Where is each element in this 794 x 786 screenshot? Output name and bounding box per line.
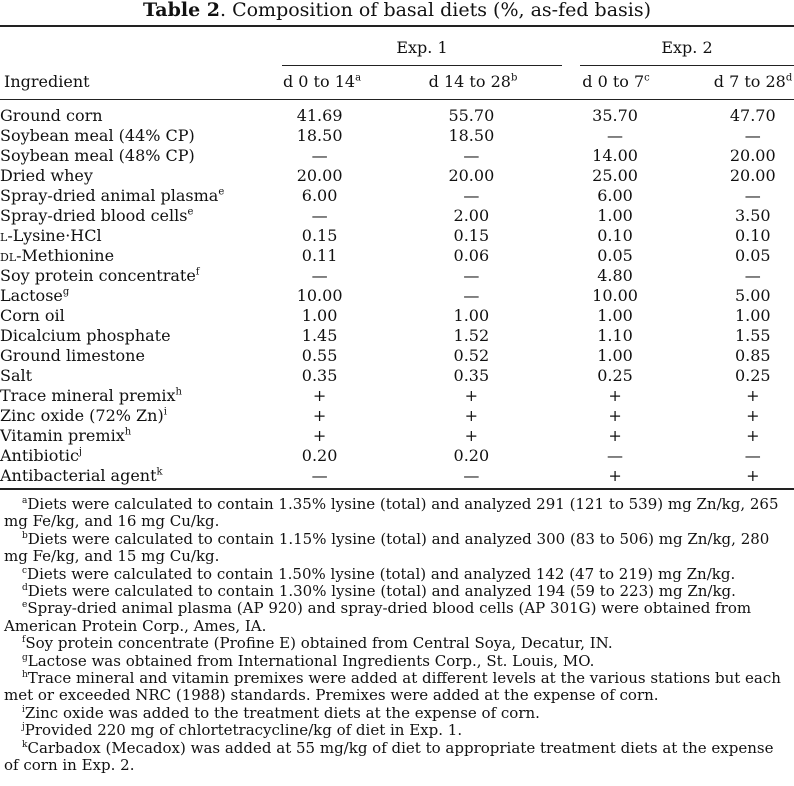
footnote: $^e$Spray-dried animal plasma (AP 920) and spray-dried blood cells (AP 301G) were obtained from American Protein Corp., Ames, IA. [4,599,752,635]
value-cell: + [746,466,760,485]
ingredient-name: Trace mineral premix$^h$ [0,386,182,405]
value-cell: + [608,386,622,405]
footnote: $^k$Carbadox (Mecadox) was added at 55 mg/kg of diet to appropriate treatment diets at the expense of corn in Exp. 2. [4,738,774,775]
value-cell: 0.06 [453,246,490,265]
value-cell: + [464,386,479,405]
footnote: $^g$Lactose was obtained from International Ingredients Corp., St. Louis, MO. [22,651,595,670]
ingredient-name: Spray-dried animal plasma$^e$ [0,186,225,205]
ingredient-name: Spray-dried blood cells$^e$ [0,206,194,225]
col-header-exp2-d7-28: d 7 to 28$^d$ [713,72,793,91]
footnote: $^d$Diets were calculated to contain 1.30% lysine (total) and analyzed 194 (59 to 223) mg Zn/kg. [22,582,736,601]
header-rule [0,99,794,100]
value-cell: 20.00 [448,166,495,185]
value-cell: 6.00 [301,186,338,205]
footnote: $^c$Diets were calculated to contain 1.50% lysine (total) and analyzed 142 (47 to 219) mg Zn/kg. [22,564,736,583]
value-cell: + [312,406,327,425]
value-cell: 55.70 [448,106,495,125]
footnote: $^i$Zinc oxide was added to the treatment diets at the expense of corn. [22,703,540,722]
table-row [0,206,794,226]
value-cell: 1.00 [453,306,490,325]
value-cell: 14.00 [592,146,638,165]
value-cell: — [744,266,761,285]
exp1-header: Exp. 1 [396,38,448,57]
ingredient-name: Zinc oxide (72% Zn)$^i$ [0,406,167,425]
value-cell: 20.00 [729,146,776,165]
value-cell: 5.00 [734,286,771,305]
value-cell: + [464,406,479,425]
value-cell: 25.00 [592,166,638,185]
value-cell: + [312,386,327,405]
value-cell: — [744,446,761,465]
value-cell: 0.20 [453,446,490,465]
table-row [0,326,794,346]
col-header-exp1-d14-28: d 14 to 28$^b$ [428,72,518,91]
value-cell: + [746,426,760,445]
footnotes [4,496,792,775]
ingredient-name: Vitamin premix$^h$ [0,426,132,445]
value-cell: 10.00 [296,286,343,305]
ingredient-name: Salt [0,366,33,385]
value-cell: — [607,446,624,465]
value-cell: + [746,386,760,405]
value-cell: 35.70 [592,106,638,125]
value-cell: 0.85 [734,346,771,365]
value-cell: 41.69 [296,106,343,125]
value-cell: 1.00 [301,306,338,325]
value-cell: 4.80 [597,266,633,285]
table-label: Table 2 [142,0,220,21]
value-cell: 1.45 [301,326,338,345]
value-cell: 0.05 [597,246,633,265]
table-row [0,406,794,426]
value-cell: 0.11 [301,246,338,265]
value-cell: 0.25 [734,366,771,385]
value-cell: + [746,406,760,425]
value-cell: 6.00 [597,186,633,205]
value-cell: 0.25 [597,366,633,385]
value-cell: + [464,426,479,445]
value-cell: 20.00 [296,166,343,185]
table-caption: . Composition of basal diets (%, as-fed basis) [220,0,652,21]
value-cell: 0.35 [301,366,338,385]
value-cell: 0.55 [301,346,338,365]
value-cell: 1.00 [597,206,633,225]
ingredient-name: Soybean meal (44% CP) [0,126,195,145]
value-cell: 0.35 [453,366,490,385]
footnote: $^a$Diets were calculated to contain 1.35% lysine (total) and analyzed 291 (121 to 539) mg Zn/kg, 265 mg Fe/kg, and 16 mg Cu/kg. [4,495,779,531]
ingredient-name: Antibacterial agent$^k$ [0,466,163,485]
value-cell: 1.55 [734,326,771,345]
value-cell: 2.00 [453,206,490,225]
table-row [0,166,794,186]
value-cell: — [311,266,328,285]
table-row [0,246,794,266]
table-row [0,366,794,386]
value-cell: 18.50 [448,126,495,145]
table-title [0,0,794,22]
ingredient-header: Ingredient [4,72,90,91]
bottom-rule [0,488,794,490]
value-cell: 20.00 [729,166,776,185]
table-row [0,446,794,466]
col-header-exp1-d0-14: d 0 to 14$^a$ [282,72,362,91]
ingredient-name: Ground corn [0,106,103,125]
value-cell: + [312,426,327,445]
table-row [0,146,794,166]
ingredient-name: Soybean meal (48% CP) [0,146,195,165]
value-cell: — [311,206,328,225]
value-cell: + [608,466,622,485]
value-cell: + [608,406,622,425]
value-cell: — [311,466,328,485]
value-cell: 0.52 [453,346,490,365]
value-cell: 1.10 [597,326,633,345]
exp1-underline [282,65,562,66]
ingredient-name: Dicalcium phosphate [0,326,171,345]
table-row [0,386,794,406]
ingredient-name: Corn oil [0,306,65,325]
composition-table [0,106,794,486]
value-cell: — [463,266,480,285]
value-cell: + [608,426,622,445]
table-row [0,226,794,246]
ingredient-name: Soy protein concentrate$^f$ [0,266,200,285]
value-cell: 47.70 [729,106,776,125]
value-cell: 1.00 [597,306,633,325]
table-row [0,466,794,486]
value-cell: 10.00 [592,286,638,305]
ingredient-name: Lactose$^g$ [0,286,70,305]
value-cell: 0.10 [597,226,633,245]
value-cell: — [744,186,761,205]
value-cell: — [463,186,480,205]
ingredient-name: Dried whey [0,166,93,185]
exp2-underline [580,65,794,66]
value-cell: 0.20 [301,446,338,465]
top-rule [0,25,794,27]
table-row [0,186,794,206]
table-row [0,266,794,286]
exp2-header: Exp. 2 [661,38,713,57]
value-cell: 0.15 [301,226,338,245]
table-row [0,106,794,126]
value-cell: — [744,126,761,145]
value-cell: — [463,146,480,165]
footnote: $^j$Provided 220 mg of chlortetracycline/kg of diet in Exp. 1. [22,721,463,740]
value-cell: 1.52 [453,326,490,345]
table-row [0,346,794,366]
col-header-exp2-d0-7: d 0 to 7$^c$ [582,72,650,91]
table-body [0,106,794,486]
ingredient-name: dl-Methionine [0,246,115,265]
value-cell: 0.10 [734,226,771,245]
value-cell: 1.00 [734,306,771,325]
value-cell: — [463,286,480,305]
footnote: $^b$Diets were calculated to contain 1.15% lysine (total) and analyzed 300 (83 to 506) mg Zn/kg, 280 mg Fe/kg, and 15 mg Cu/kg. [4,529,770,566]
ingredient-name: l-Lysine·HCl [0,226,102,245]
value-cell: 3.50 [734,206,771,225]
value-cell: — [311,146,328,165]
table-row [0,306,794,326]
value-cell: 0.05 [734,246,771,265]
table-row [0,126,794,146]
value-cell: 1.00 [597,346,633,365]
footnote: $^h$Trace mineral and vitamin premixes were added at different levels at the various stations but each met or exceeded NRC (1988) standards. Premixes were added at the expense of corn. [4,669,781,705]
value-cell: 18.50 [296,126,343,145]
value-cell: — [607,126,624,145]
footnote: $^f$Soy protein concentrate (Profine E) obtained from Central Soya, Decatur, IN. [22,634,613,653]
table-row [0,426,794,446]
value-cell: — [463,466,480,485]
value-cell: 0.15 [453,226,490,245]
ingredient-name: Antibiotic$^j$ [0,446,83,465]
ingredient-name: Ground limestone [0,346,145,365]
table-row [0,286,794,306]
